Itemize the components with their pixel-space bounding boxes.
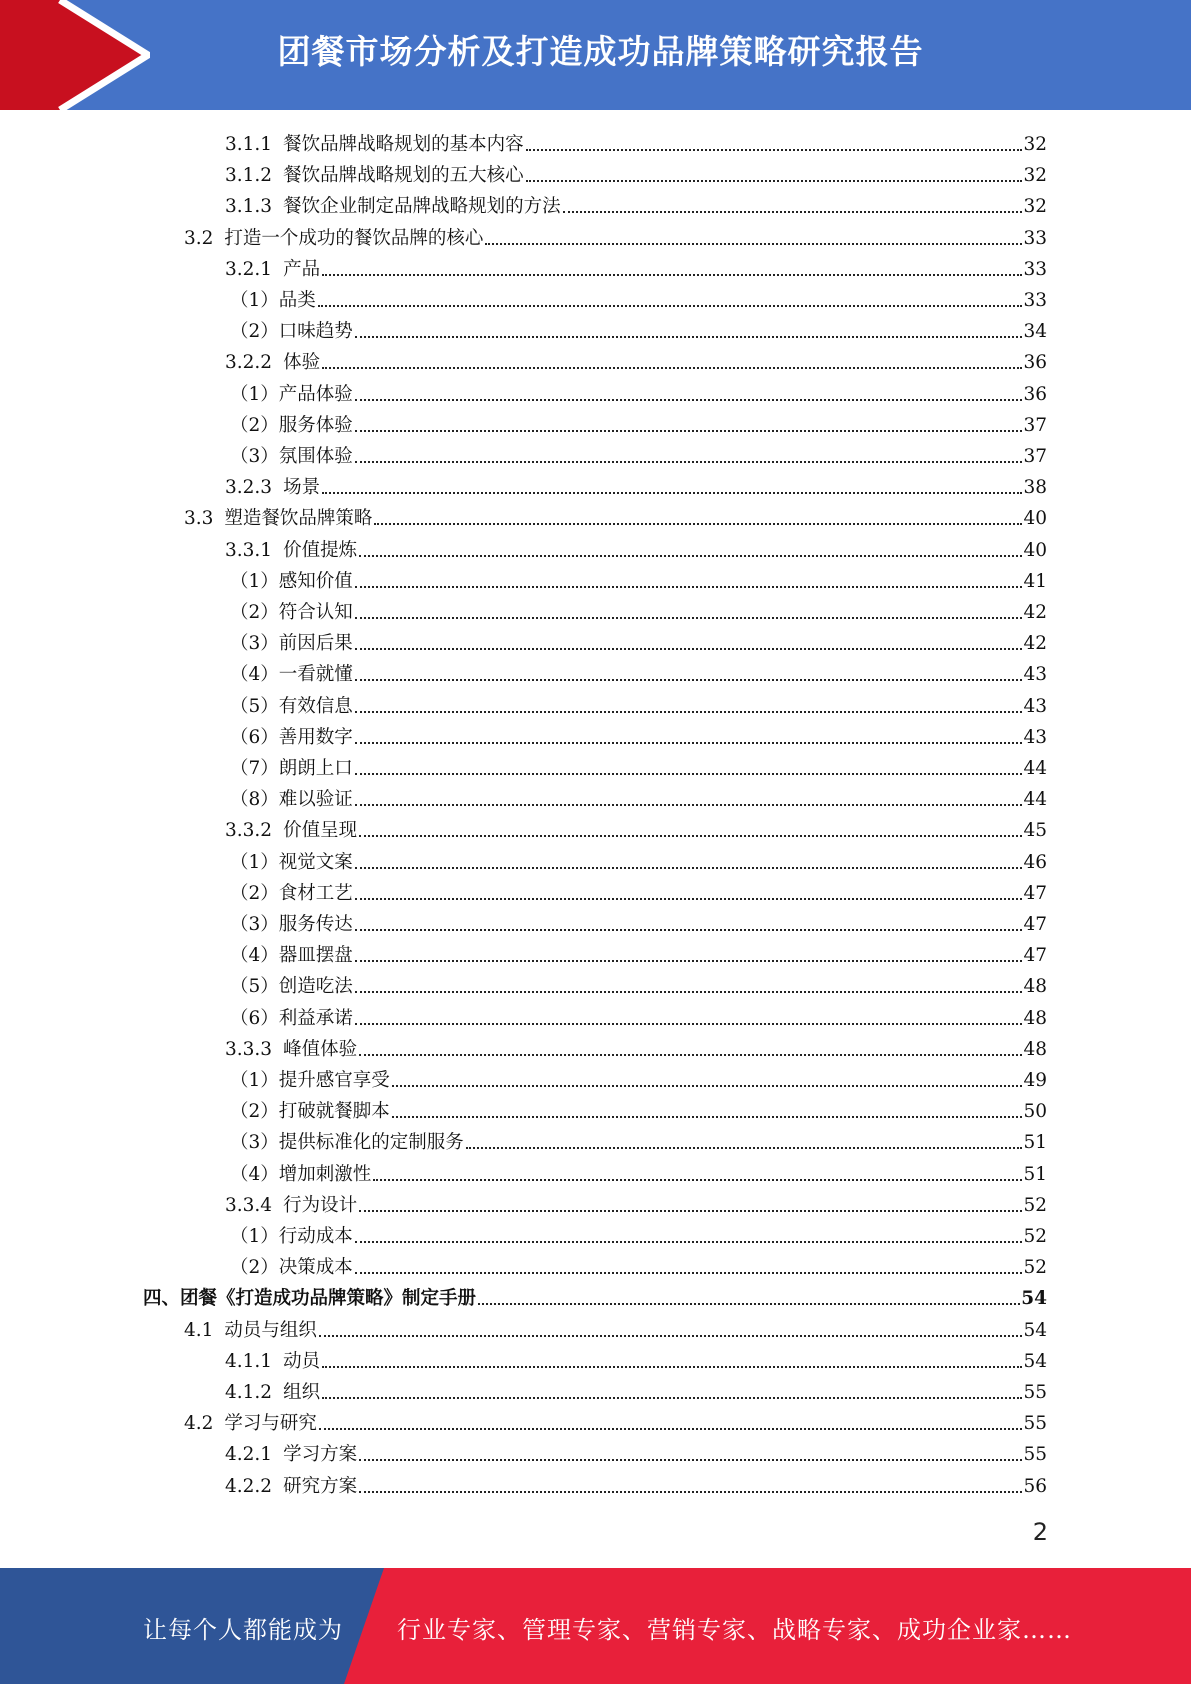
- toc-entry[interactable]: [230, 1157, 1047, 1188]
- toc-entry-page: 33: [1023, 227, 1047, 249]
- toc-entry-label: [184, 506, 372, 532]
- toc-dot-leader: [355, 430, 1023, 432]
- toc-entry-text: 体验: [283, 352, 321, 374]
- toc-entry-label: [184, 1411, 317, 1437]
- toc-entry-page: 44: [1023, 789, 1047, 811]
- toc-entry-text: （1）视觉文案: [230, 851, 353, 873]
- toc-entry[interactable]: [143, 1281, 1047, 1312]
- toc-entry-page: 32: [1023, 134, 1047, 155]
- toc-entry-label: [225, 1380, 320, 1406]
- toc-entry-page: 33: [1023, 290, 1047, 311]
- footer-slogan-left: 让每个人都能成为: [143, 1616, 343, 1644]
- toc-entry-page: 36: [1023, 383, 1047, 405]
- toc-entry-text: （3）前因后果: [230, 633, 353, 655]
- toc-entry[interactable]: [230, 938, 1047, 969]
- toc-entry-text: （1）提升感官享受: [230, 1070, 390, 1091]
- toc-entry[interactable]: [225, 1344, 1047, 1375]
- document-title: 团餐市场分析及打造成功品牌策略研究报告: [277, 32, 924, 71]
- toc-entry-text: 打造一个成功的餐饮品牌的核心: [224, 227, 484, 249]
- toc-entry-label: [230, 850, 353, 876]
- toc-entry-text: （1）行动成本: [230, 1226, 353, 1247]
- toc-entry-label: [225, 194, 561, 220]
- toc-entry-label: [225, 475, 320, 501]
- toc-entry-label: [230, 1162, 371, 1188]
- toc-entry-label: [225, 350, 320, 376]
- toc-entry-label: [230, 631, 353, 657]
- toc-entry[interactable]: [230, 1250, 1047, 1281]
- footer-banner: [0, 1568, 1191, 1684]
- toc-entry-page: 43: [1023, 695, 1047, 717]
- toc-dot-leader: [478, 1303, 1020, 1305]
- toc-entry-page: 51: [1023, 1132, 1047, 1154]
- toc-entry-page: 54: [1023, 1319, 1047, 1341]
- toc-entry-page: 42: [1023, 633, 1047, 655]
- toc-dot-leader: [355, 1023, 1023, 1025]
- toc-entry-label: [230, 912, 353, 938]
- toc-entry-page: 43: [1023, 726, 1047, 748]
- toc-entry-text: （2）决策成本: [230, 1257, 353, 1279]
- toc-entry[interactable]: [225, 813, 1047, 844]
- toc-dot-leader: [355, 711, 1023, 713]
- toc-entry-label: [230, 1068, 390, 1094]
- toc-entry-number: 3.3.4: [225, 1194, 273, 1216]
- toc-entry[interactable]: [225, 252, 1047, 283]
- toc-entry-text: （8）难以验证: [230, 789, 353, 811]
- toc-entry-page: 32: [1023, 196, 1047, 218]
- toc-entry-number: 3.1.3: [225, 196, 273, 218]
- toc-entry-label: [230, 662, 353, 688]
- toc-entry-text: 餐饮企业制定品牌战略规划的方法: [283, 196, 561, 218]
- toc-entry[interactable]: [230, 1001, 1047, 1032]
- toc-entry-text: （1）感知价值: [230, 570, 353, 592]
- toc-dot-leader: [526, 149, 1023, 151]
- toc-entry-text: 场景: [283, 477, 321, 499]
- toc-dot-leader: [355, 929, 1023, 931]
- toc-entry-label: [184, 1318, 317, 1344]
- toc-entry-text: （5）创造吃法: [230, 976, 353, 998]
- toc-entry[interactable]: [225, 1032, 1047, 1063]
- toc-entry-page: 55: [1023, 1413, 1047, 1435]
- toc-entry-page: 38: [1023, 477, 1047, 499]
- toc-entry[interactable]: [225, 1188, 1047, 1219]
- toc-entry-label: [230, 1255, 353, 1281]
- toc-dot-leader: [355, 960, 1023, 962]
- toc-entry-text: 峰值体验: [283, 1038, 358, 1060]
- toc-entry-label: [230, 1006, 353, 1032]
- footer-slogan-right: 行业专家、管理专家、营销专家、战略专家、成功企业家……: [397, 1616, 1072, 1644]
- toc-dot-leader: [392, 1085, 1023, 1087]
- toc-entry[interactable]: [230, 439, 1047, 470]
- toc-entry-page: 47: [1023, 945, 1047, 967]
- toc-dot-leader: [355, 867, 1023, 869]
- toc-dot-leader: [355, 586, 1023, 588]
- toc-dot-leader: [322, 274, 1022, 276]
- toc-entry-page: 37: [1023, 414, 1047, 436]
- toc-dot-leader: [322, 1397, 1022, 1399]
- toc-entry-number: 3.1.2: [225, 165, 273, 187]
- toc-entry-text: （2）口味趋势: [230, 321, 353, 343]
- toc-dot-leader: [374, 523, 1022, 525]
- toc-entry-number: 3.2: [184, 227, 214, 249]
- toc-entry[interactable]: [225, 345, 1047, 376]
- toc-entry-number: 3.3: [184, 508, 214, 530]
- toc-entry-text: （4）器皿摆盘: [230, 945, 353, 967]
- toc-entry-text: 组织: [283, 1382, 321, 1403]
- toc-dot-leader: [318, 305, 1023, 307]
- toc-entry-number: 3.2.3: [225, 477, 273, 499]
- toc-entry-page: 54: [1021, 1288, 1047, 1310]
- toc-dot-leader: [355, 679, 1023, 681]
- toc-dot-leader: [319, 1428, 1023, 1430]
- toc-dot-leader: [563, 211, 1023, 213]
- toc-entry-text: 学习方案: [283, 1444, 358, 1466]
- toc-entry-text: 行为设计: [283, 1194, 358, 1216]
- toc-entry-label: [230, 974, 353, 1000]
- toc-entry[interactable]: [230, 1063, 1047, 1094]
- toc-entry-text: （1）产品体验: [230, 383, 353, 405]
- toc-entry[interactable]: [230, 1125, 1047, 1156]
- toc-dot-leader: [466, 1147, 1023, 1149]
- toc-entry[interactable]: [184, 1313, 1047, 1344]
- toc-entry[interactable]: [230, 969, 1047, 1000]
- toc-dot-leader: [355, 399, 1023, 401]
- toc-entry-label: [230, 943, 353, 969]
- toc-entry-label: [230, 1224, 353, 1250]
- toc-dot-leader: [319, 1335, 1023, 1337]
- toc-entry-page: 52: [1023, 1194, 1047, 1216]
- toc-entry-label: [225, 1193, 357, 1219]
- toc-dot-leader: [359, 1210, 1022, 1212]
- toc-entry-text: （2）食材工艺: [230, 882, 353, 904]
- toc-entry-number: 3.2.1: [225, 258, 273, 280]
- toc-entry-label: [225, 257, 320, 283]
- toc-entry-label: [225, 1474, 357, 1500]
- toc-entry-text: （3）氛围体验: [230, 446, 353, 467]
- toc-entry[interactable]: [230, 408, 1047, 439]
- toc-entry-text: （6）善用数字: [230, 726, 353, 748]
- toc-entry-text: 产品: [283, 258, 321, 280]
- toc-entry[interactable]: [225, 533, 1047, 564]
- toc-entry-page: 55: [1023, 1382, 1047, 1403]
- toc-entry-page: 48: [1023, 1038, 1047, 1060]
- toc-entry[interactable]: [230, 689, 1047, 720]
- toc-entry-label: [225, 1037, 357, 1063]
- toc-dot-leader: [359, 1491, 1022, 1493]
- toc-entry-label: [225, 1349, 320, 1375]
- toc-dot-leader: [355, 773, 1023, 775]
- toc-entry-label: [143, 1286, 476, 1312]
- toc-entry-number: 4.1: [184, 1319, 214, 1341]
- toc-entry-label: [230, 756, 353, 782]
- toc-entry[interactable]: [225, 127, 1047, 158]
- toc-entry[interactable]: [230, 782, 1047, 813]
- toc-entry-text: （6）利益承诺: [230, 1007, 353, 1029]
- toc-entry-text: （1）品类: [230, 290, 316, 311]
- toc-dot-leader: [355, 336, 1023, 338]
- toc-dot-leader: [322, 1366, 1022, 1368]
- toc-dot-leader: [373, 1179, 1022, 1181]
- toc-entry[interactable]: [225, 470, 1047, 501]
- toc-entry-text: 餐饮品牌战略规划的五大核心: [283, 165, 524, 187]
- toc-entry-page: 41: [1023, 570, 1047, 592]
- toc-entry-number: 3.3.2: [225, 820, 273, 842]
- toc-entry-label: [230, 382, 353, 408]
- toc-entry[interactable]: [230, 564, 1047, 595]
- toc-entry-label: [225, 538, 357, 564]
- toc-dot-leader: [355, 742, 1023, 744]
- toc-entry-page: 48: [1023, 976, 1047, 998]
- toc-entry-page: 45: [1023, 820, 1047, 842]
- toc-entry-label: [230, 1099, 390, 1125]
- toc-entry-page: 36: [1023, 352, 1047, 374]
- toc-entry-text: 动员与组织: [224, 1319, 317, 1341]
- toc-entry-label: [225, 163, 524, 189]
- toc-entry[interactable]: [230, 845, 1047, 876]
- toc-dot-leader: [355, 461, 1023, 463]
- toc-dot-leader: [355, 991, 1023, 993]
- toc-entry-page: 56: [1023, 1475, 1047, 1497]
- toc-entry-page: 52: [1023, 1257, 1047, 1279]
- toc-entry-page: 40: [1023, 508, 1047, 530]
- toc-dot-leader: [392, 1116, 1023, 1118]
- toc-entry-page: 50: [1023, 1101, 1047, 1123]
- toc-entry-text: 研究方案: [283, 1475, 358, 1497]
- toc-entry-text: （4）一看就懂: [230, 664, 353, 686]
- toc-entry-page: 55: [1023, 1444, 1047, 1466]
- toc-dot-leader: [359, 555, 1022, 557]
- toc-entry-number: 4.2.1: [225, 1444, 273, 1466]
- toc-entry[interactable]: [225, 1437, 1047, 1468]
- toc-entry-number: 3.3.3: [225, 1038, 273, 1060]
- toc-entry[interactable]: [230, 1219, 1047, 1250]
- toc-entry[interactable]: [230, 283, 1047, 314]
- toc-entry-number: 3.1.1: [225, 134, 273, 155]
- toc-entry-text: 餐饮品牌战略规划的基本内容: [283, 134, 524, 155]
- toc-entry-page: 47: [1023, 882, 1047, 904]
- toc-entry-page: 54: [1023, 1350, 1047, 1372]
- toc-entry-label: [230, 881, 353, 907]
- toc-entry-text: （2）服务体验: [230, 414, 353, 436]
- toc-entry[interactable]: [225, 158, 1047, 189]
- toc-entry-page: 34: [1023, 321, 1047, 343]
- toc-entry-label: [230, 694, 353, 720]
- toc-dot-leader: [355, 617, 1023, 619]
- toc-entry[interactable]: [230, 626, 1047, 657]
- header-banner: [0, 0, 1191, 110]
- toc-entry[interactable]: [225, 1469, 1047, 1500]
- toc-entry-number: 4.1.1: [225, 1350, 273, 1372]
- toc-entry-text: （2）打破就餐脚本: [230, 1101, 390, 1123]
- toc-entry[interactable]: [225, 189, 1047, 220]
- toc-entry[interactable]: [230, 595, 1047, 626]
- toc-entry-label: [230, 319, 353, 345]
- toc-dot-leader: [322, 367, 1022, 369]
- toc-entry-number: 4.1.2: [225, 1382, 273, 1403]
- toc-dot-leader: [359, 835, 1022, 837]
- toc-entry-text: （7）朗朗上口: [230, 758, 353, 779]
- toc-entry[interactable]: [230, 751, 1047, 782]
- toc-entry-text: 价值呈现: [283, 820, 358, 842]
- toc-entry-text: （2）符合认知: [230, 602, 353, 623]
- toc-entry[interactable]: [230, 907, 1047, 938]
- toc-entry-text: （3）提供标准化的定制服务: [230, 1132, 464, 1154]
- toc-entry-number: 3.3.1: [225, 539, 273, 561]
- toc-entry-label: [230, 600, 353, 626]
- toc-entry-text: 学习与研究: [224, 1413, 317, 1435]
- toc-entry-label: [230, 413, 353, 439]
- toc-entry-label: [230, 288, 316, 314]
- toc-entry[interactable]: [230, 876, 1047, 907]
- toc-entry-text: 四、团餐《打造成功品牌策略》制定手册: [143, 1288, 477, 1310]
- toc-entry-page: 51: [1023, 1163, 1047, 1185]
- toc-dot-leader: [355, 648, 1023, 650]
- toc-dot-leader: [359, 1459, 1022, 1461]
- toc-entry-label: [230, 787, 353, 813]
- toc-entry[interactable]: [230, 657, 1047, 688]
- toc-entry-label: [225, 132, 524, 158]
- toc-entry-page: 44: [1023, 758, 1047, 779]
- toc-entry-label: [225, 1442, 357, 1468]
- toc-entry-page: 47: [1023, 914, 1047, 935]
- toc-entry-text: （5）有效信息: [230, 695, 353, 717]
- toc-entry-label: [230, 1130, 464, 1156]
- toc-entry-number: 4.2.2: [225, 1475, 273, 1497]
- toc-entry-label: [225, 818, 357, 844]
- toc-dot-leader: [322, 492, 1022, 494]
- toc-dot-leader: [485, 243, 1022, 245]
- toc-dot-leader: [355, 804, 1023, 806]
- toc-entry[interactable]: [230, 314, 1047, 345]
- toc-entry[interactable]: [184, 221, 1047, 252]
- toc-entry-page: 42: [1023, 602, 1047, 623]
- toc-entry-text: （3）服务传达: [230, 914, 353, 935]
- toc-entry-page: 49: [1023, 1070, 1047, 1091]
- toc-entry-page: 43: [1023, 664, 1047, 686]
- toc-entry-label: [230, 569, 353, 595]
- toc-entry-text: 塑造餐饮品牌策略: [224, 508, 373, 530]
- toc-entry-page: 48: [1023, 1007, 1047, 1029]
- toc-dot-leader: [355, 1272, 1023, 1274]
- toc-entry-page: 52: [1023, 1226, 1047, 1247]
- toc-entry[interactable]: [230, 1094, 1047, 1125]
- toc-entry-text: （4）增加刺激性: [230, 1163, 372, 1185]
- toc-dot-leader: [359, 1054, 1022, 1056]
- page-number: 2: [1032, 1518, 1048, 1546]
- toc-entry-text: 价值提炼: [283, 539, 358, 561]
- toc-entry[interactable]: [230, 720, 1047, 751]
- toc-entry[interactable]: [184, 501, 1047, 532]
- toc-entry[interactable]: [184, 1406, 1047, 1437]
- toc-entry-page: 33: [1023, 258, 1047, 280]
- toc-dot-leader: [526, 180, 1023, 182]
- toc-entry-label: [230, 444, 353, 470]
- toc-entry-page: 37: [1023, 446, 1047, 467]
- toc-entry-label: [230, 725, 353, 751]
- toc-entry-number: 4.2: [184, 1413, 214, 1435]
- toc-entry-page: 40: [1023, 539, 1047, 561]
- toc-dot-leader: [355, 898, 1023, 900]
- toc-entry[interactable]: [230, 377, 1047, 408]
- toc-entry-label: [184, 226, 483, 252]
- toc-entry-number: 3.2.2: [225, 352, 273, 374]
- toc-entry-page: 46: [1023, 851, 1047, 873]
- toc-dot-leader: [355, 1241, 1023, 1243]
- toc-entry-page: 32: [1023, 165, 1047, 187]
- toc-entry[interactable]: [225, 1375, 1047, 1406]
- toc-entry-text: 动员: [283, 1350, 321, 1372]
